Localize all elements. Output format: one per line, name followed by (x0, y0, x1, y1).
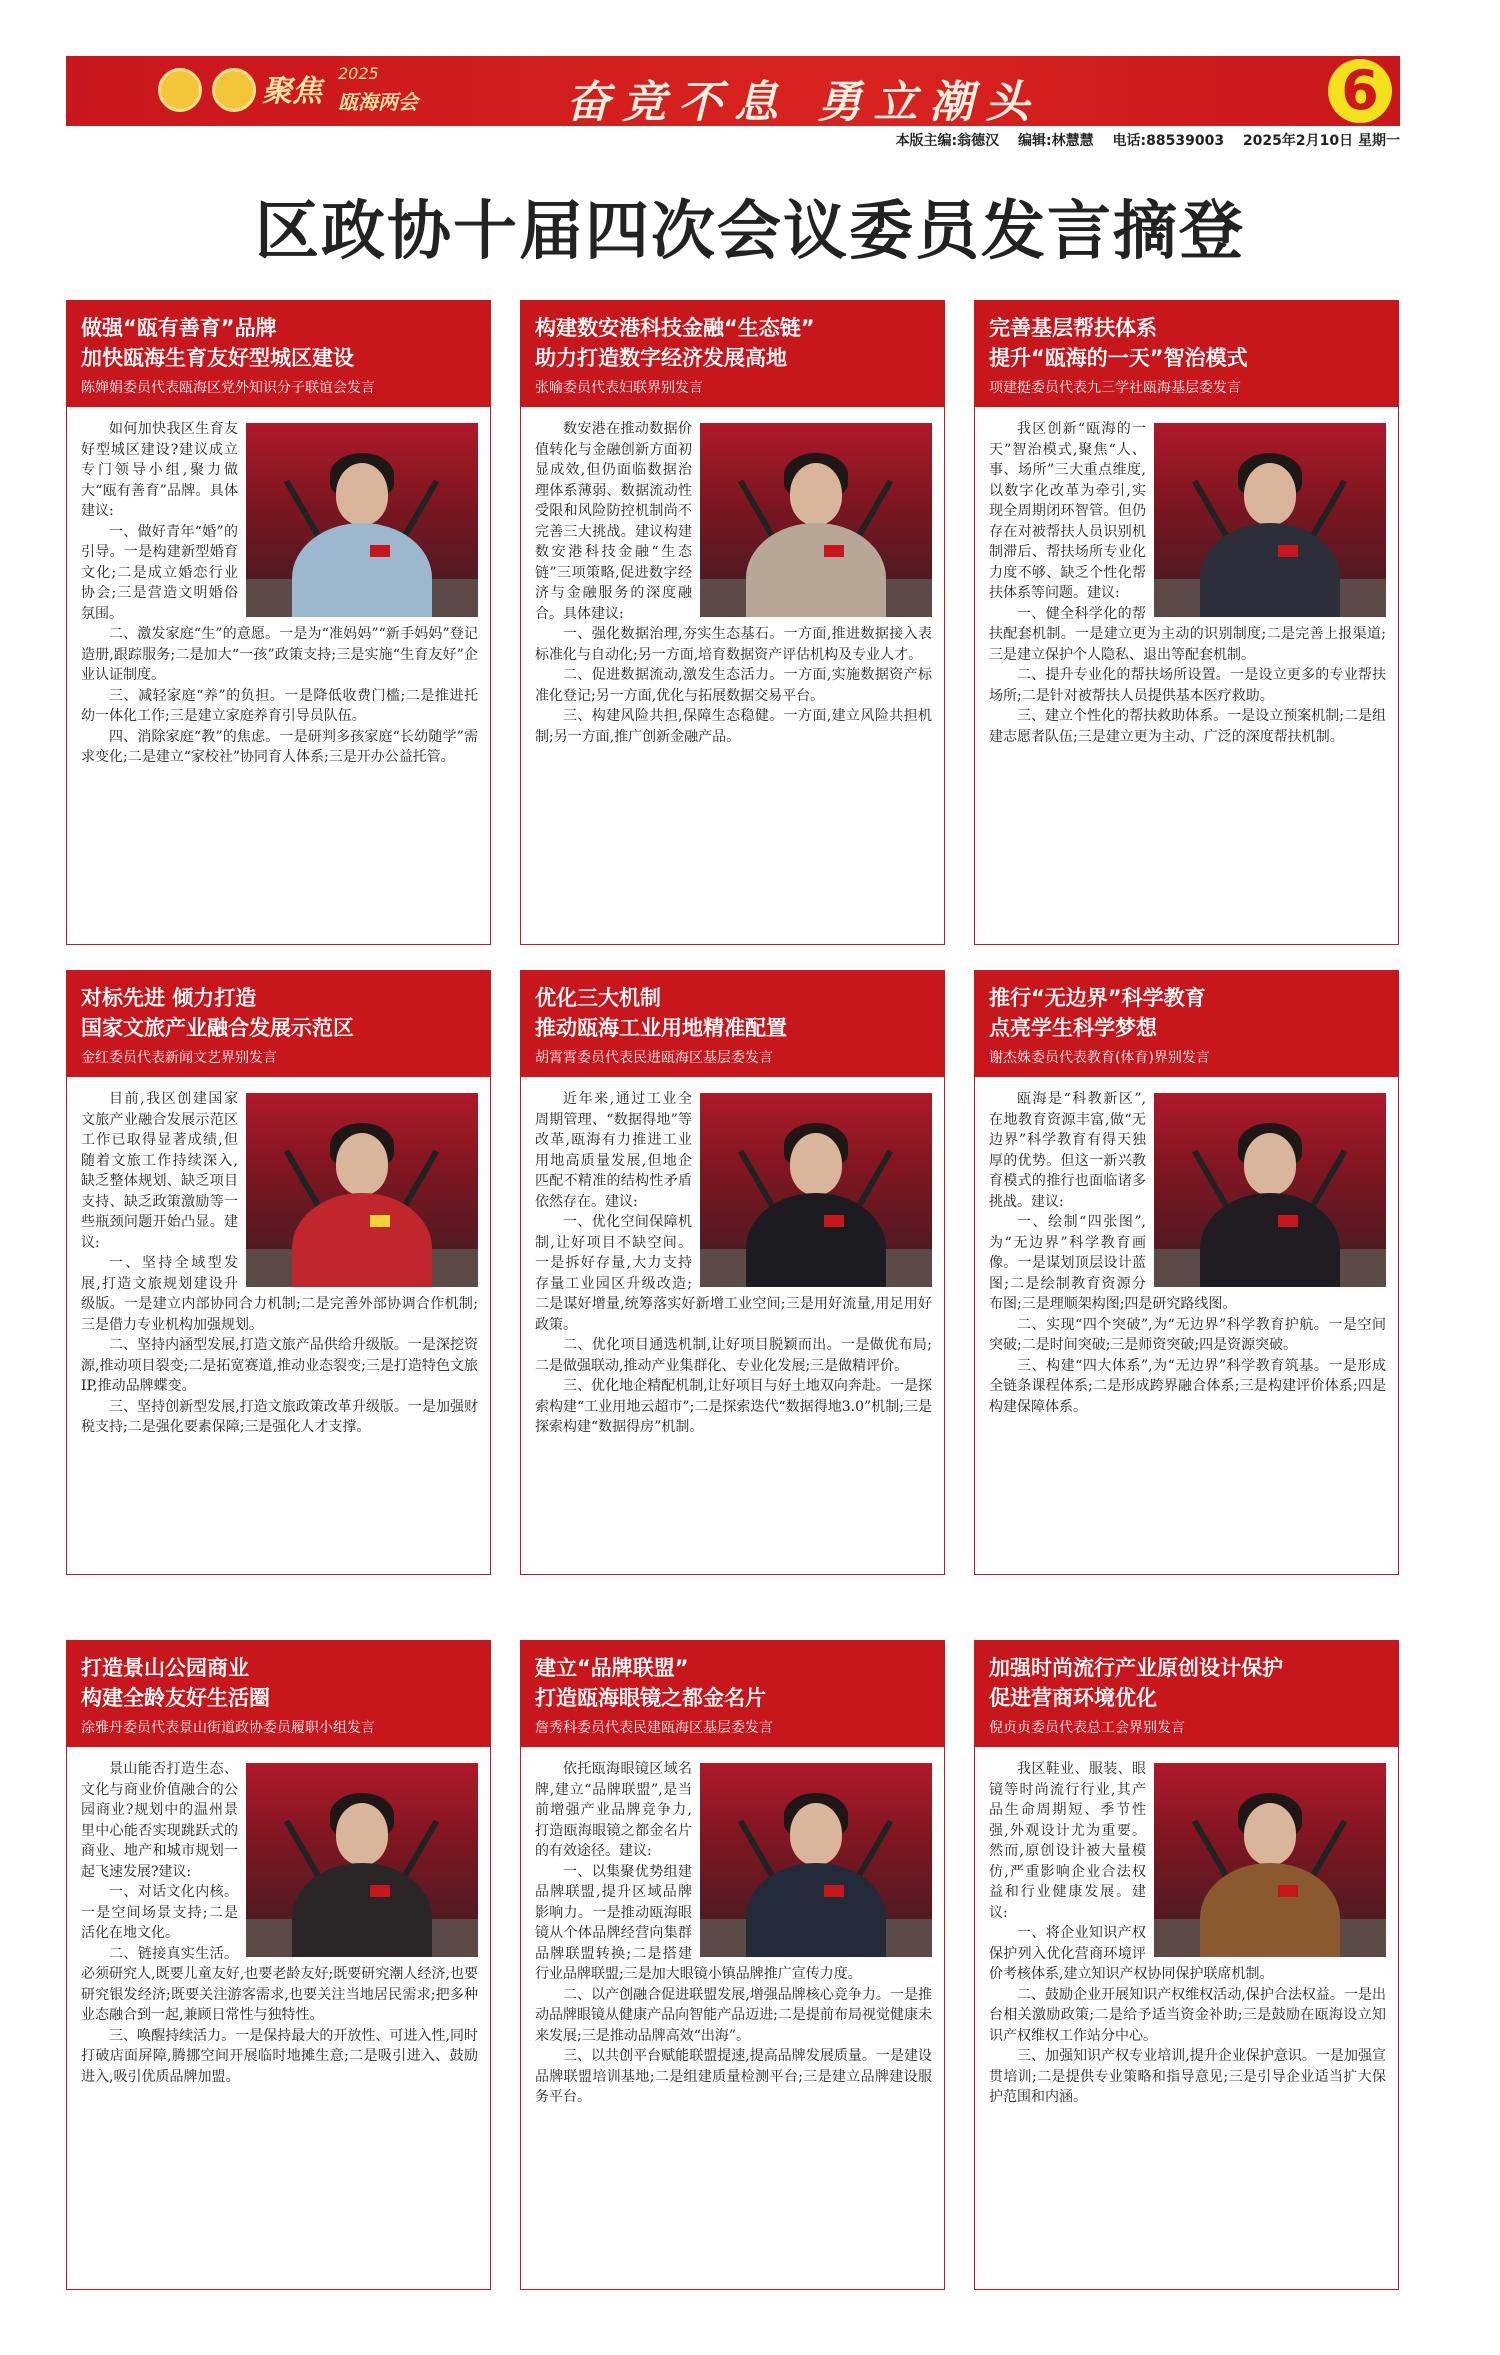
card-body (975, 1747, 1398, 2118)
card-header (67, 301, 490, 407)
speech-card-4 (66, 970, 491, 1575)
paragraph: 我区创新“瓯海的一天”智治模式,聚焦“人、事、场所”三大重点维度,以数字化改革为牵引,实现全周期闭环智管。但仍存在对被帮扶人员识别机制滞后、帮扶场所专业化力度不够、缺乏个性化帮扶体系等问题。建议: (989, 421, 1146, 601)
card-title-line1: 构建数安港科技金融“生态链” (535, 316, 815, 340)
editor-credit: 本版主编:翁德汉 (895, 133, 1000, 149)
subeditor-credit: 编辑:林慧慧 (1018, 133, 1094, 149)
speaker-photo (1154, 1763, 1386, 1957)
speaker-photo (700, 423, 932, 617)
paragraph: 瓯海是“科教新区”,在地教育资源丰富,做“无边界”科学教育有得天独厚的优势。但这一新兴教育模式的推行也面临诸多挑战。建议: (989, 1091, 1146, 1210)
slogan: 奋竞不息 勇立潮头 (566, 77, 1042, 126)
speaker-photo (700, 1763, 932, 1957)
logo-subtitle: 瓯海两会 (338, 90, 418, 114)
card-title-line2: 点亮学生科学梦想 (989, 1016, 1157, 1040)
paragraph: 三、构建“四大体系”,为“无边界”科学教育筑基。一是形成全链条课程体系;二是形成跨界融合体系;三是构建评价体系;四是构建保障体系。 (989, 1357, 1386, 1415)
card-header (975, 301, 1398, 407)
card-header (67, 1641, 490, 1747)
card-body (521, 1747, 944, 2118)
paragraph: 一、将企业知识产权保护列入优化营商环境评价考核体系,建立知识产权协同保护联席机制。 (989, 1925, 1274, 1982)
paragraph: 三、坚持创新型发展,打造文旅政策改革升级版。一是加强财税支持;二是强化要素保障;三是强化人才支撑。 (81, 1398, 478, 1435)
card-body (521, 1077, 944, 1448)
paragraph: 二、坚持内涵型发展,打造文旅产品供给升级版。一是深挖资源,推动项目裂变;二是拓宽赛道,推动业态裂变;三是打造特色文旅IP,推动品牌蝶变。 (81, 1337, 478, 1394)
card-speaker: 涂雅丹委员代表景山街道政协委员履职小组发言 (81, 1720, 375, 1736)
card-title-line2: 加快瓯海生育友好型城区建设 (81, 346, 354, 370)
paragraph: 二、激发家庭“生”的意愿。一是为“准妈妈”“新手妈妈”登记造册,跟踪服务;二是加大“一孩”政策支持;三是实施“生育友好”企业认证制度。 (81, 626, 478, 683)
card-speaker: 陈婵娟委员代表瓯海区党外知识分子联谊会发言 (81, 380, 375, 396)
card-speaker: 詹秀科委员代表民建瓯海区基层委发言 (535, 1720, 773, 1736)
speaker-photo (246, 1093, 478, 1287)
card-speaker: 张喻委员代表妇联界别发言 (535, 380, 703, 396)
card-body (67, 1747, 490, 2097)
card-title-line1: 打造景山公园商业 (81, 1656, 249, 1680)
card-title-line1: 完善基层帮扶体系 (989, 316, 1157, 340)
paragraph: 一、坚持全域型发展,打造文旅规划建设升级版。一是建立内部协同合力机制;二是完善外部协调合作机制;三是借力专业机构加强规划。 (81, 1255, 478, 1333)
paragraph: 二、以产创融合促进联盟发展,增强品牌核心竞争力。一是推动品牌眼镜从健康产品向智能产品迈进;二是提前布局视觉健康未来发展;三是推动品牌高效“出海”。 (535, 1986, 932, 2044)
speaker-photo (246, 1763, 478, 1957)
paragraph: 依托瓯海眼镜区域名牌,建立“品牌联盟”,是当前增强产业品牌竞争力,打造瓯海眼镜之都金名片的有效途径。建议: (535, 1761, 692, 1859)
speech-card-3 (974, 300, 1399, 945)
page-meta (700, 130, 1400, 150)
phone-number: 电话:88539003 (1112, 133, 1225, 149)
page-headline: 区政协十届四次会议委员发言摘登 (255, 194, 1245, 269)
paragraph: 二、鼓励企业开展知识产权维权活动,保护合法权益。一是出台相关激励政策;二是给予适当资金补助;三是鼓励在瓯海设立知识产权维权工作站分中心。 (989, 1986, 1386, 2044)
speech-card-1 (66, 300, 491, 945)
issue-date: 2025年2月10日 星期一 (1242, 133, 1400, 149)
speaker-photo (246, 423, 478, 617)
card-header (521, 971, 944, 1077)
card-title-line1: 对标先进 倾力打造 (81, 986, 257, 1010)
cppcc-emblem-icon (212, 68, 256, 112)
card-body (975, 1077, 1398, 1427)
card-title-line2: 构建全龄友好生活圈 (81, 1686, 270, 1710)
national-emblem-icon (158, 68, 202, 112)
speech-card-6 (974, 970, 1399, 1575)
paragraph: 二、促进数据流动,激发生态活力。一方面,实施数据资产标准化登记;另一方面,优化与拓展数据交易平台。 (535, 667, 932, 704)
paragraph: 三、唤醒持续活力。一是保持最大的开放性、可进入性,同时打破店面屏障,腾挪空间开展临时地摊生意;二是吸引进入、鼓励进入,吸引优质品牌加盟。 (81, 2027, 478, 2085)
paragraph: 二、提升专业化的帮扶场所设置。一是设立更多的专业帮扶场所;二是针对被帮扶人员提供基本医疗救助。 (989, 667, 1386, 704)
card-title-line1: 加强时尚流行产业原创设计保护 (989, 1656, 1283, 1680)
paragraph: 一、做好青年“婚”的引导。一是构建新型婚育文化;二是成立婚恋行业协会;三是营造文明婚俗氛围。 (81, 523, 238, 622)
paragraph: 二、优化项目通选机制,让好项目脱颖而出。一是做优布局;二是做强联动,推动产业集群化、专业化发展;三是做精评价。 (535, 1337, 932, 1374)
card-title-line2: 助力打造数字经济发展高地 (535, 346, 787, 370)
speaker-photo (700, 1093, 932, 1287)
card-title-line1: 优化三大机制 (535, 986, 661, 1010)
card-title-line2: 国家文旅产业融合发展示范区 (81, 1016, 354, 1040)
card-title-line1: 建立“品牌联盟” (535, 1656, 689, 1680)
paragraph: 三、加强知识产权专业培训,提升企业保护意识。一是加强宣贯培训;二是提供专业策略和指导意见;三是引导企业适当扩大保护范围和内涵。 (989, 2048, 1386, 2105)
paragraph: 四、消除家庭“教”的焦虑。一是研判多孩家庭“长幼随学”需求变化;二是建立“家校社”协同育人体系;三是开办公益托管。 (81, 728, 478, 765)
card-speaker: 倪贞贞委员代表总工会界别发言 (989, 1720, 1185, 1736)
masthead-banner (66, 56, 1400, 126)
paragraph: 三、优化地企精配机制,让好项目与好土地双向奔赴。一是探索构建“工业用地云超市”;二是探索迭代“数据得地3.0”机制;三是探索构建“数据得房”机制。 (535, 1378, 932, 1435)
paragraph: 景山能否打造生态、文化与商业价值融合的公园商业?规划中的温州景里中心能否实现跳跃式的商业、地产和城市规划一起飞速发展?建议: (81, 1761, 238, 1880)
paragraph: 一、强化数据治理,夯实生态基石。一方面,推进数据接入表标准化与自动化;另一方面,培育数据资产评估机构及专业人才。 (535, 626, 932, 663)
speaker-photo (1154, 423, 1386, 617)
card-body (67, 1077, 490, 1448)
paragraph: 一、优化空间保障机制,让好项目不缺空间。一是拆好存量,大力支持存量工业园区升级改造;二是谋好增量,统筹落实好新增工业空间;三是用好流量,用足用好政策。 (535, 1214, 932, 1333)
card-body (975, 407, 1398, 757)
card-speaker: 金红委员代表新闻文艺界别发言 (81, 1050, 277, 1066)
paragraph: 三、减轻家庭“养”的负担。一是降低收费门槛;二是推进托幼一体化工作;三是建立家庭养育引导员队伍。 (81, 687, 478, 724)
card-body (67, 407, 490, 778)
card-title-line2: 打造瓯海眼镜之都金名片 (535, 1686, 766, 1710)
card-header (67, 971, 490, 1077)
card-header (975, 971, 1398, 1077)
paragraph: 我区鞋业、服装、眼镜等时尚流行行业,其产品生命周期短、季节性强,外观设计尤为重要。然而,原创设计被大量模仿,严重影响企业合法权益和行业健康发展。建议: (989, 1761, 1146, 1921)
card-title-line2: 提升“瓯海的一天”智治模式 (989, 346, 1248, 370)
paragraph: 近年来,通过工业全周期管理、“数据得地”等改革,瓯海有力推进工业用地高质量发展,但地企匹配不精准的结构性矛盾依然存在。建议: (535, 1091, 692, 1210)
logo-year: 2025 (338, 64, 379, 83)
paragraph: 二、链接真实生活。必须研究人,既要儿童友好,也要老龄友好;既要研究潮人经济,也要研究银发经济;既要关注游客需求,也要关注当地居民需求;把多种业态融合到一起,兼顾日常性与独特性。 (81, 1945, 478, 2023)
paragraph: 三、构建风险共担,保障生态稳健。一方面,建立风险共担机制;另一方面,推广创新金融产品。 (535, 708, 932, 745)
speech-card-2 (520, 300, 945, 945)
speech-card-8 (520, 1640, 945, 2290)
speech-card-7 (66, 1640, 491, 2290)
card-title-line2: 促进营商环境优化 (989, 1686, 1157, 1710)
paragraph: 二、实现“四个突破”,为“无边界”科学教育护航。一是空间突破;二是时间突破;三是师资突破;四是资源突破。 (989, 1316, 1386, 1353)
card-header (521, 301, 944, 407)
speaker-photo (1154, 1093, 1386, 1287)
card-speaker: 项建挺委员代表九三学社瓯海基层委发言 (989, 380, 1241, 396)
paragraph: 一、以集聚优势组建品牌联盟,提升区域品牌影响力。一是推动瓯海眼镜从个体品牌经营向集群品牌联盟转换;二是搭建行业品牌联盟;三是加大眼镜小镇品牌推广宣传力度。 (535, 1863, 862, 1982)
paragraph: 三、建立个性化的帮扶救助体系。一是设立预案机制;二是组建志愿者队伍;三是建立更为主动、广泛的深度帮扶机制。 (989, 708, 1386, 745)
card-title-line1: 做强“瓯有善育”品牌 (81, 316, 277, 340)
logo-text: 聚焦 (262, 74, 322, 109)
paragraph: 数安港在推动数据价值转化与金融创新方面初显成效,但仍面临数据治理体系薄弱、数据流动性受限和风险防控机制尚不完善三大挑战。建议构建数安港科技金融“生态链”三项策略,促进数字经济与金融服务的深度融合。具体建议: (535, 421, 692, 622)
speech-card-5 (520, 970, 945, 1575)
paragraph: 三、以共创平台赋能联盟提速,提高品牌发展质量。一是建设品牌联盟培训基地;二是组建质量检测平台;三是建立品牌建设服务平台。 (535, 2048, 932, 2105)
speech-card-9 (974, 1640, 1399, 2290)
paragraph: 一、健全科学化的帮扶配套机制。一是建立更为主动的识别制度;二是完善上报渠道;三是建立保护个人隐私、退出等配套机制。 (989, 605, 1386, 663)
card-body (521, 407, 944, 757)
card-speaker: 谢杰姝委员代表教育(体育)界别发言 (989, 1050, 1210, 1066)
paragraph: 目前,我区创建国家文旅产业融合发展示范区工作已取得显著成绩,但随着文旅工作持续深入,缺乏整体规划、缺乏项目支持、缺乏政策激励等一些瓶颈问题开始凸显。建议: (81, 1091, 238, 1251)
card-header (521, 1641, 944, 1747)
card-title-line2: 推动瓯海工业用地精准配置 (535, 1016, 787, 1040)
paragraph: 如何加快我区生育友好型城区建设?建议成立专门领导小组,聚力做大“瓯有善育”品牌。具体建议: (81, 421, 238, 519)
paragraph: 一、绘制“四张图”,为“无边界”科学教育画像。一是谋划顶层设计蓝图;二是绘制教育资源分布图;三是理顺架构图;四是研究路线图。 (989, 1214, 1237, 1312)
paragraph: 一、对话文化内核。一是空间场景支持;二是活化在地文化。 (81, 1884, 238, 1941)
card-header (975, 1641, 1398, 1747)
card-speaker: 胡霄霄委员代表民进瓯海区基层委发言 (535, 1050, 773, 1066)
page-number-badge: 6 (1328, 59, 1392, 123)
card-title-line1: 推行“无边界”科学教育 (989, 986, 1206, 1010)
